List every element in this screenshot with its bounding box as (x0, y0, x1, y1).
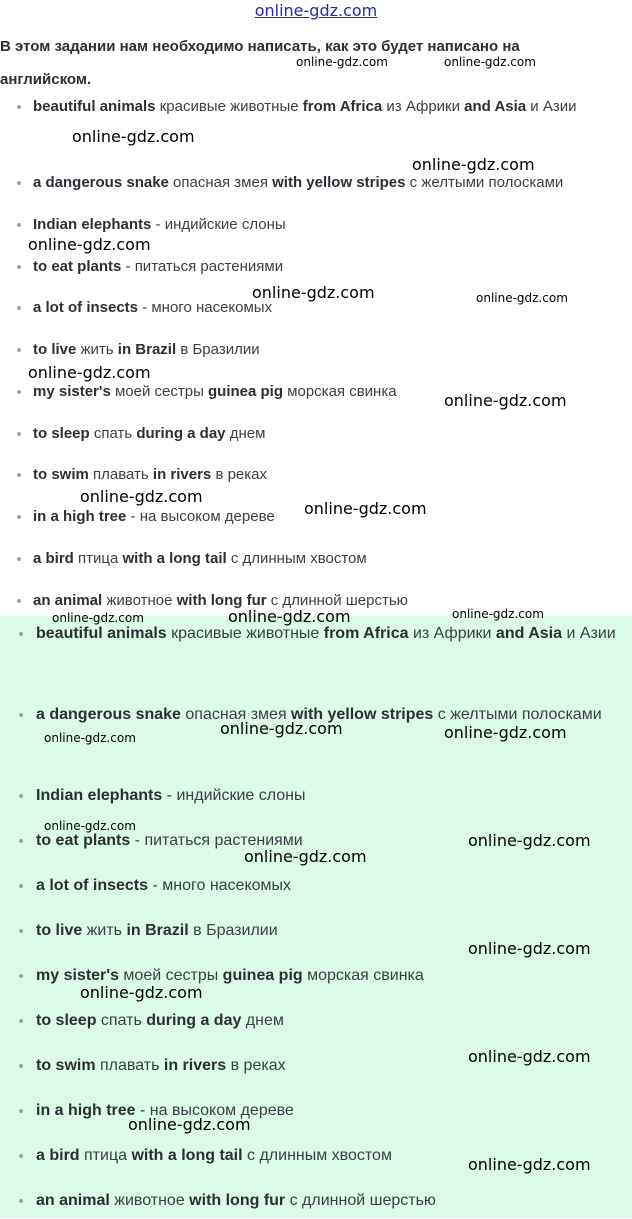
russian-translation: днем (241, 1012, 284, 1029)
watermark: online-gdz.com (72, 127, 195, 146)
list-item (36, 868, 628, 904)
english-phrase: and Asia (495, 625, 563, 642)
watermark: online-gdz.com (252, 283, 375, 302)
russian-translation: жить (82, 922, 127, 939)
russian-translation: моей сестры (118, 967, 223, 984)
russian-translation: морская свинка (302, 967, 424, 984)
english-phrase: in Brazil (126, 922, 189, 939)
russian-translation: плавать (95, 1057, 164, 1074)
russian-translation: спать (89, 425, 137, 442)
english-phrase: my sister's (36, 967, 119, 984)
russian-translation: с длинной шерстью (266, 592, 408, 609)
list-item (33, 166, 628, 199)
russian-translation: - много насекомых (148, 877, 292, 894)
watermark: online-gdz.com (468, 831, 591, 850)
english-phrase: my sister's (33, 383, 111, 400)
bullet-icon (17, 306, 21, 310)
english-phrase: a bird (33, 550, 74, 567)
watermark: online-gdz.com (220, 719, 343, 738)
bullet-icon (19, 1109, 23, 1113)
russian-translation: - индийские слоны (151, 216, 286, 233)
english-phrase: a lot of insects (33, 299, 139, 316)
english-phrase: in a high tree (33, 508, 127, 525)
bullet-icon (17, 223, 21, 227)
russian-translation: животное (102, 592, 177, 609)
english-phrase: guinea pig (222, 967, 303, 984)
watermark: online-gdz.com (44, 819, 136, 833)
list-item (33, 542, 628, 575)
watermark: online-gdz.com (468, 1047, 591, 1066)
bullet-icon (19, 713, 23, 717)
watermark: online-gdz.com (244, 847, 367, 866)
site-header-link[interactable]: online-gdz.com (254, 1, 378, 20)
english-phrase: beautiful animals (33, 98, 156, 115)
english-phrase: and Asia (464, 98, 527, 115)
russian-translation: морская свинка (283, 383, 397, 400)
watermark: online-gdz.com (80, 983, 203, 1002)
english-phrase: a dangerous snake (33, 174, 169, 191)
watermark: online-gdz.com (444, 723, 567, 742)
bullet-icon (19, 884, 23, 888)
list-item (33, 417, 628, 450)
english-phrase: an animal (33, 592, 103, 609)
bullet-icon (19, 1064, 23, 1068)
watermark: online-gdz.com (296, 55, 388, 69)
list-item (36, 778, 628, 814)
russian-translation: - много насекомых (138, 299, 273, 316)
english-phrase: from Africa (323, 625, 409, 642)
list-item (36, 1003, 628, 1039)
english-phrase: in Brazil (117, 341, 177, 358)
english-phrase: to sleep (33, 425, 90, 442)
english-phrase: during a day (136, 425, 226, 442)
english-phrase: with long fur (176, 592, 267, 609)
english-phrase: to swim (36, 1057, 96, 1074)
watermark: online-gdz.com (468, 939, 591, 958)
list-item (33, 333, 628, 366)
english-phrase: to eat plants (36, 832, 131, 849)
russian-translation: с желтыми полосками (405, 174, 564, 191)
russian-translation: - на высоком дереве (126, 508, 275, 525)
english-phrase: during a day (146, 1012, 242, 1029)
english-phrase: a dangerous snake (36, 706, 181, 723)
russian-translation: птица (79, 1147, 132, 1164)
russian-translation: - на высоком дереве (135, 1102, 294, 1119)
english-phrase: in rivers (163, 1057, 227, 1074)
watermark: online-gdz.com (444, 391, 567, 410)
watermark: online-gdz.com (28, 235, 151, 254)
bullet-icon (19, 632, 23, 636)
watermark: online-gdz.com (412, 155, 535, 174)
russian-translation: с длинным хвостом (226, 550, 367, 567)
watermark: online-gdz.com (28, 363, 151, 382)
english-phrase: to swim (33, 466, 89, 483)
russian-translation: в реках (211, 466, 268, 483)
bullet-icon (17, 390, 21, 394)
list-item (33, 250, 628, 283)
russian-translation: в Бразилии (188, 922, 278, 939)
english-phrase: a lot of insects (36, 877, 149, 894)
watermark: online-gdz.com (444, 55, 536, 69)
bullet-icon (19, 1199, 23, 1203)
english-phrase: Indian elephants (36, 787, 163, 804)
russian-translation: в реках (226, 1057, 286, 1074)
russian-translation: птица (73, 550, 123, 567)
task-intro: В этом задании нам необходимо написать, как это будет написано на английском. (0, 38, 520, 88)
english-phrase: with long fur (189, 1192, 286, 1209)
russian-translation: жить (76, 341, 118, 358)
russian-translation: и Азии (526, 98, 577, 115)
russian-translation: красивые животные (166, 625, 324, 642)
bullet-icon (19, 1019, 23, 1023)
bullet-icon (17, 181, 21, 185)
english-phrase: with yellow stripes (272, 174, 406, 191)
english-phrase: a bird (36, 1147, 80, 1164)
bullet-icon (17, 105, 21, 109)
bullet-icon (17, 599, 21, 603)
english-phrase: with yellow stripes (291, 706, 434, 723)
russian-translation: днем (225, 425, 266, 442)
watermark: online-gdz.com (476, 291, 568, 305)
russian-translation: животное (109, 1192, 190, 1209)
english-phrase: in a high tree (36, 1102, 136, 1119)
english-phrase: Indian elephants (33, 216, 152, 233)
english-phrase: to live (36, 922, 83, 939)
watermark: online-gdz.com (452, 607, 544, 621)
russian-translation: с желтыми полосками (433, 706, 602, 723)
english-phrase: guinea pig (208, 383, 284, 400)
bullet-icon (19, 929, 23, 933)
list-item (36, 1183, 628, 1219)
watermark: online-gdz.com (80, 487, 203, 506)
russian-translation: из Африки (408, 625, 496, 642)
english-phrase: with a long tail (122, 550, 227, 567)
bullet-icon (19, 794, 23, 798)
watermark: online-gdz.com (128, 1115, 251, 1134)
list-item (33, 90, 628, 123)
bullet-icon (17, 265, 21, 269)
watermark: online-gdz.com (228, 607, 351, 626)
english-phrase: to sleep (36, 1012, 97, 1029)
russian-translation: опасная змея (180, 706, 292, 723)
watermark: online-gdz.com (44, 731, 136, 745)
bullet-icon (19, 839, 23, 843)
english-phrase: from Africa (302, 98, 383, 115)
bullet-icon (19, 974, 23, 978)
english-phrase: with a long tail (131, 1147, 243, 1164)
english-phrase: to eat plants (33, 258, 122, 275)
russian-translation: плавать (88, 466, 153, 483)
russian-translation: из Африки (382, 98, 465, 115)
russian-translation: моей сестры (110, 383, 209, 400)
bullet-icon (17, 432, 21, 436)
watermark: online-gdz.com (304, 499, 427, 518)
english-phrase: to live (33, 341, 77, 358)
watermark: online-gdz.com (52, 611, 144, 625)
russian-translation: с длинным хвостом (242, 1147, 392, 1164)
russian-translation: опасная змея (168, 174, 273, 191)
english-phrase: an animal (36, 1192, 110, 1209)
bullet-icon (17, 557, 21, 561)
bullet-icon (19, 1154, 23, 1158)
russian-translation: красивые животные (155, 98, 303, 115)
english-phrase: beautiful animals (36, 625, 167, 642)
english-phrase: in rivers (152, 466, 212, 483)
russian-translation: с длинной шерстью (285, 1192, 436, 1209)
russian-translation: и Азии (562, 625, 616, 642)
bullet-icon (17, 348, 21, 352)
russian-translation: спать (96, 1012, 147, 1029)
watermark: online-gdz.com (468, 1155, 591, 1174)
russian-translation: - индийские слоны (162, 787, 306, 804)
list-item (36, 1093, 628, 1129)
bullet-icon (17, 515, 21, 519)
russian-translation: - питаться растениями (121, 258, 284, 275)
russian-translation: - питаться растениями (130, 832, 303, 849)
bullet-icon (17, 473, 21, 477)
russian-translation: в Бразилии (176, 341, 260, 358)
